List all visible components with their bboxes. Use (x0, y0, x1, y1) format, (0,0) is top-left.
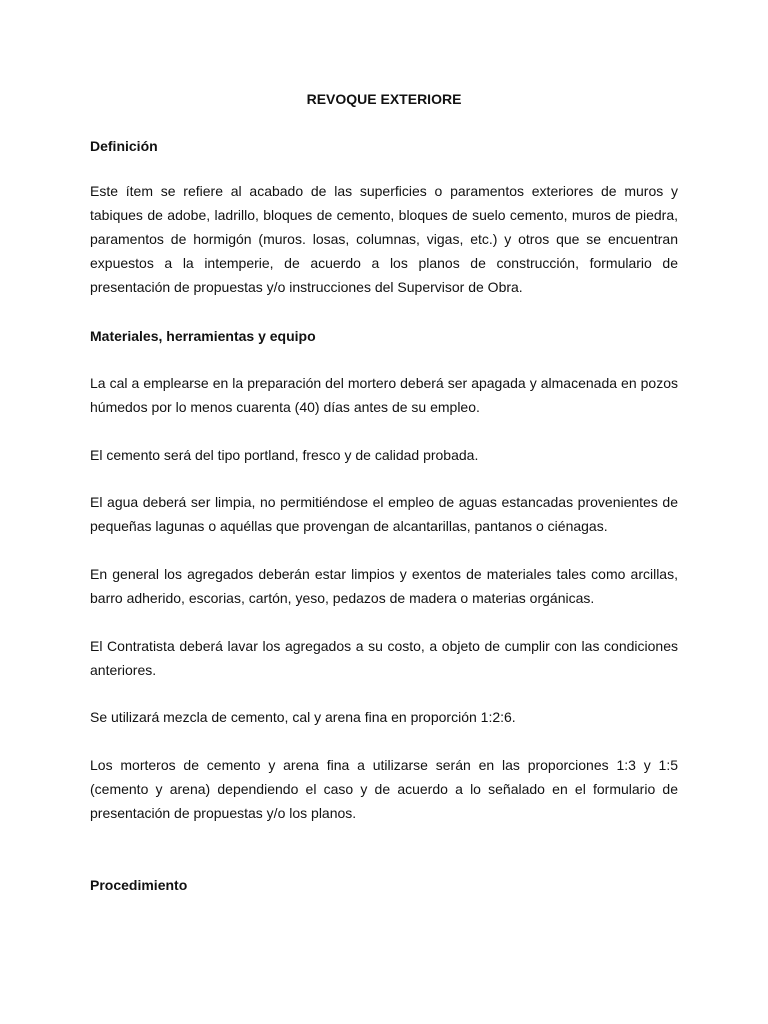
paragraph-contratista: El Contratista deberá lavar los agregados a su costo, a objeto de cumplir con las condiciones anteriores. (90, 638, 678, 678)
paragraph-agregados: En general los agregados deberán estar limpios y exentos de materiales tales como arcillas, barro adherido, escorias, cartón, yeso, pedazos de madera o materias orgánicas. (90, 566, 678, 606)
section-heading-materiales: Materiales, herramientas y equipo (90, 328, 316, 344)
section-heading-definicion: Definición (90, 138, 158, 154)
paragraph-agua: El agua deberá ser limpia, no permitiéndose el empleo de aguas estancadas provenientes de pequeñas lagunas o aquéllas que provengan de alcantarillas, pantanos o ciénagas. (90, 494, 678, 534)
paragraph-definicion: Este ítem se refiere al acabado de las superficies o paramentos exteriores de muros y tabiques de adobe, ladrillo, bloques de cemento, bloques de suelo cemento, muros de piedra, paramentos de hormigón (muros. losas, columnas, vigas, etc.) y otros que se encuentran expuestos a la intemperie, de acuerdo a los planos de construcción, formulario de presentación de propuestas y/o instrucciones del Supervisor de Obra. (90, 183, 678, 295)
paragraph-mezcla: Se utilizará mezcla de cemento, cal y arena fina en proporción 1:2:6. (90, 709, 516, 725)
paragraph-cemento: El cemento será del tipo portland, fresco y de calidad probada. (90, 447, 479, 463)
paragraph-morteros: Los morteros de cemento y arena fina a utilizarse serán en las proporciones 1:3 y 1:5 (cemento y arena) dependiendo el caso y de acuerdo a lo señalado en el formulario de presentación de propuestas y/o los planos. (90, 757, 678, 821)
document-title: REVOQUE EXTERIORE (306, 91, 462, 107)
paragraph-cal: La cal a emplearse en la preparación del mortero deberá ser apagada y almacenada en pozos húmedos por lo menos cuarenta (40) días antes de su empleo. (90, 375, 678, 415)
section-heading-procedimiento: Procedimiento (90, 877, 188, 893)
